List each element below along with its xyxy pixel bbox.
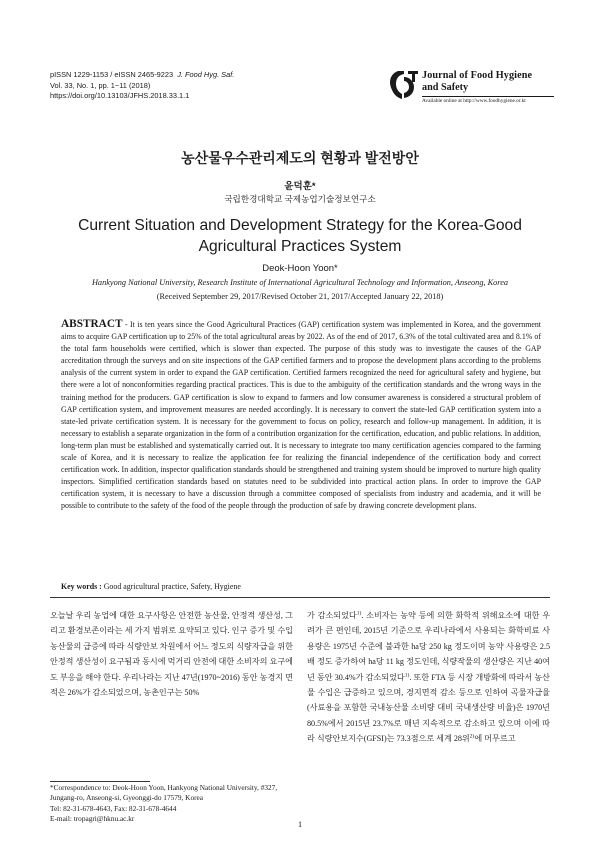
- issn: pISSN 1229-1153 / eISSN 2465-9223: [50, 70, 174, 79]
- footnote-divider: [50, 781, 150, 782]
- body-right-text-2: . 소비자는 농약 등에 의한 화학적 위해요소에 대한 우려가 큰 편인데, 2015년 기준으로 우리나라에서 사용되는 화학비료 사용량은 1975년 수준에 불과한 ha당 250 kg 정도이며 농약 사용량은 2.5배 정도 증가하여 ha당 11 kg 정도인데, 식량작물의 생산량은 지난 40여년 동안 30.4%가 감소되었다: [307, 611, 551, 682]
- body-column-right: [307, 608, 550, 747]
- author-korean: 윤덕훈*: [284, 181, 316, 192]
- keywords-label: Key words :: [61, 582, 102, 591]
- body-column-left: [50, 608, 293, 700]
- body-right-text-1: 가 감소되었다: [307, 611, 357, 620]
- logo-title-line1: Journal of Food Hygiene: [422, 70, 533, 81]
- citation-ref-1[interactable]: 1): [356, 610, 362, 617]
- title-english: [0, 215, 600, 257]
- abstract: [61, 318, 541, 513]
- footnote-email[interactable]: E-mail: tropagri@hknu.ac.kr: [50, 813, 135, 823]
- journal-header-info: [50, 70, 234, 102]
- footnote-correspondence: *Correspondence to: Deok-Hoon Yoon, Hankyong National University, #327, Jungang-ro, Anseong-si, Gyeonggi-do 17579, Korea: [50, 783, 278, 803]
- title-korean: 농산물우수관리제도의 현황과 발전방안: [181, 150, 419, 166]
- doi-link[interactable]: https://doi.org/10.13103/JFHS.2018.33.1.1: [50, 91, 190, 100]
- body-left-paragraph: 오늘날 우리 농업에 대한 요구사항은 안전한 농산물, 안정적 생산성, 그리고 환경보존이라는 세 가지 범위로 요약되고 있다. 인구 증가 및 수입농산물의 급증에 따라 식량안보 차원에서 어느 정도의 식량자급을 위한 안정적 생산성이 요구됨과 동시에 먹거리 안전에 대한 소비자의 요구에도 부응을 해야 한다. 우리나라는 지난 47년(1970~2016) 동안 농경지 면적은 26%가 감소되었으며, 농촌인구는 50%: [50, 611, 293, 698]
- received-dates: (Received September 29, 2017/Revised October 21, 2017/Accepted January 22, 2018): [156, 292, 444, 301]
- keywords: [61, 582, 541, 591]
- body-right-text-3: . 또한 FTA 등 시장 개방화에 따라서 농산물 수입은 급증하고 있으며, 경지면적 감소 등으로 인하여 곡물자급율 (사료용을 포함한 국내농산물 소비량 대비 국내생산량 비율)은 1970년 80.5%에서 2015년 23.7%로 매년 지속적으로 감소하고 있으며 이에 따라 식량안보지수(GFSI)는 73.3점으로 세계 28위: [307, 672, 550, 744]
- keywords-text: Good agricultural practice, Safety, Hygiene: [101, 582, 241, 591]
- issn-line: [50, 70, 234, 81]
- page-number: 1: [297, 819, 303, 829]
- body-right-text-4: 에 머무르고: [474, 734, 516, 744]
- journal-logo: [384, 68, 554, 108]
- journal-abbrev: J. Food Hyg. Saf.: [177, 70, 235, 79]
- title-english-line2: Agricultural Practices System: [198, 238, 402, 255]
- footnote-phone: Tel: 82-31-678-4643, Fax: 82-31-678-4644: [50, 803, 177, 813]
- abstract-label: ABSTRACT: [61, 318, 123, 330]
- citation-ref-3[interactable]: 2): [469, 733, 475, 740]
- journal-logo-icon: [384, 68, 420, 102]
- title-english-line1: Current Situation and Development Strategy for the Korea-Good: [78, 217, 522, 234]
- affiliation-english: Hankyong National University, Research Institute of International Agricultural Technology and Information, Anseong, Korea: [91, 278, 509, 287]
- logo-url[interactable]: Available online at http://www.foodhygiene.or.kr: [422, 98, 526, 104]
- abstract-text: - It is ten years since the Good Agricultural Practices (GAP) certification system was implemented in Korea, and the government aims to acquire GAP certification up to 25% of the total agricultural areas by 2022. As of the end of 2017, 6.3% of the total cultivated area and 8.1% of the total farm households were certified, which is slower than expected. The purpose of this study was to investigate the causes of the GAP accreditation through the surveys and on site inspections of the GAP certified farmers and to propose the development plans according to the problems analysis of the current system in order to expand the GAP certification. Certified farmers recognized the need for agricultural safety and hygiene, but there were a lot of nonconformities regarding practical practices. This is due to the ambiguity of the certification standards and the wrong ways in the training method for the producers. GAP certification is slow to expand to farmers and low consumer awareness is considered a structural problem of GAP certification system, and improvement measures are needed accordingly. It is necessary to convert the state-led GAP certification system into a state-led private certification system. It is necessary for the government to focus on policy, research and follow-up management. In addition, it is necessary to establish a separate organization in the form of a contribution organization for the certification, education, and public relations. In addition, long-term plan must be established and systematically carried out. It is necessary to integrate too many certification agencies compared to the farming scale of Korea, and it is necessary to realize the application fee for realizing the financial independence of the certification body and correct certification work. In addition, inspector qualification standards should be strengthened and training system should be improved to nurture high quality inspectors. Simplified certification standards based on statutes need to be subdivided into practical action plans. In order to improve the GAP certification system, it is necessary to have a discussion through a committee composed of specialists from industry and academia, and it will be possible to contribute to the safety of the food of the people through the production of safe by drawing concrete development plans.: [61, 320, 541, 511]
- logo-title-line2: and Safety: [422, 82, 469, 93]
- affiliation-korean: 국립한경대학교 국제농업기술정보연구소: [224, 194, 376, 204]
- correspondence-footnote: [50, 783, 293, 824]
- citation-ref-2[interactable]: 1): [404, 671, 410, 678]
- section-divider: [50, 597, 550, 598]
- volume-line: Vol. 33, No. 1, pp. 1~11 (2018): [50, 80, 151, 90]
- logo-divider: [422, 96, 554, 97]
- author-english: Deok-Hoon Yoon*: [262, 263, 338, 274]
